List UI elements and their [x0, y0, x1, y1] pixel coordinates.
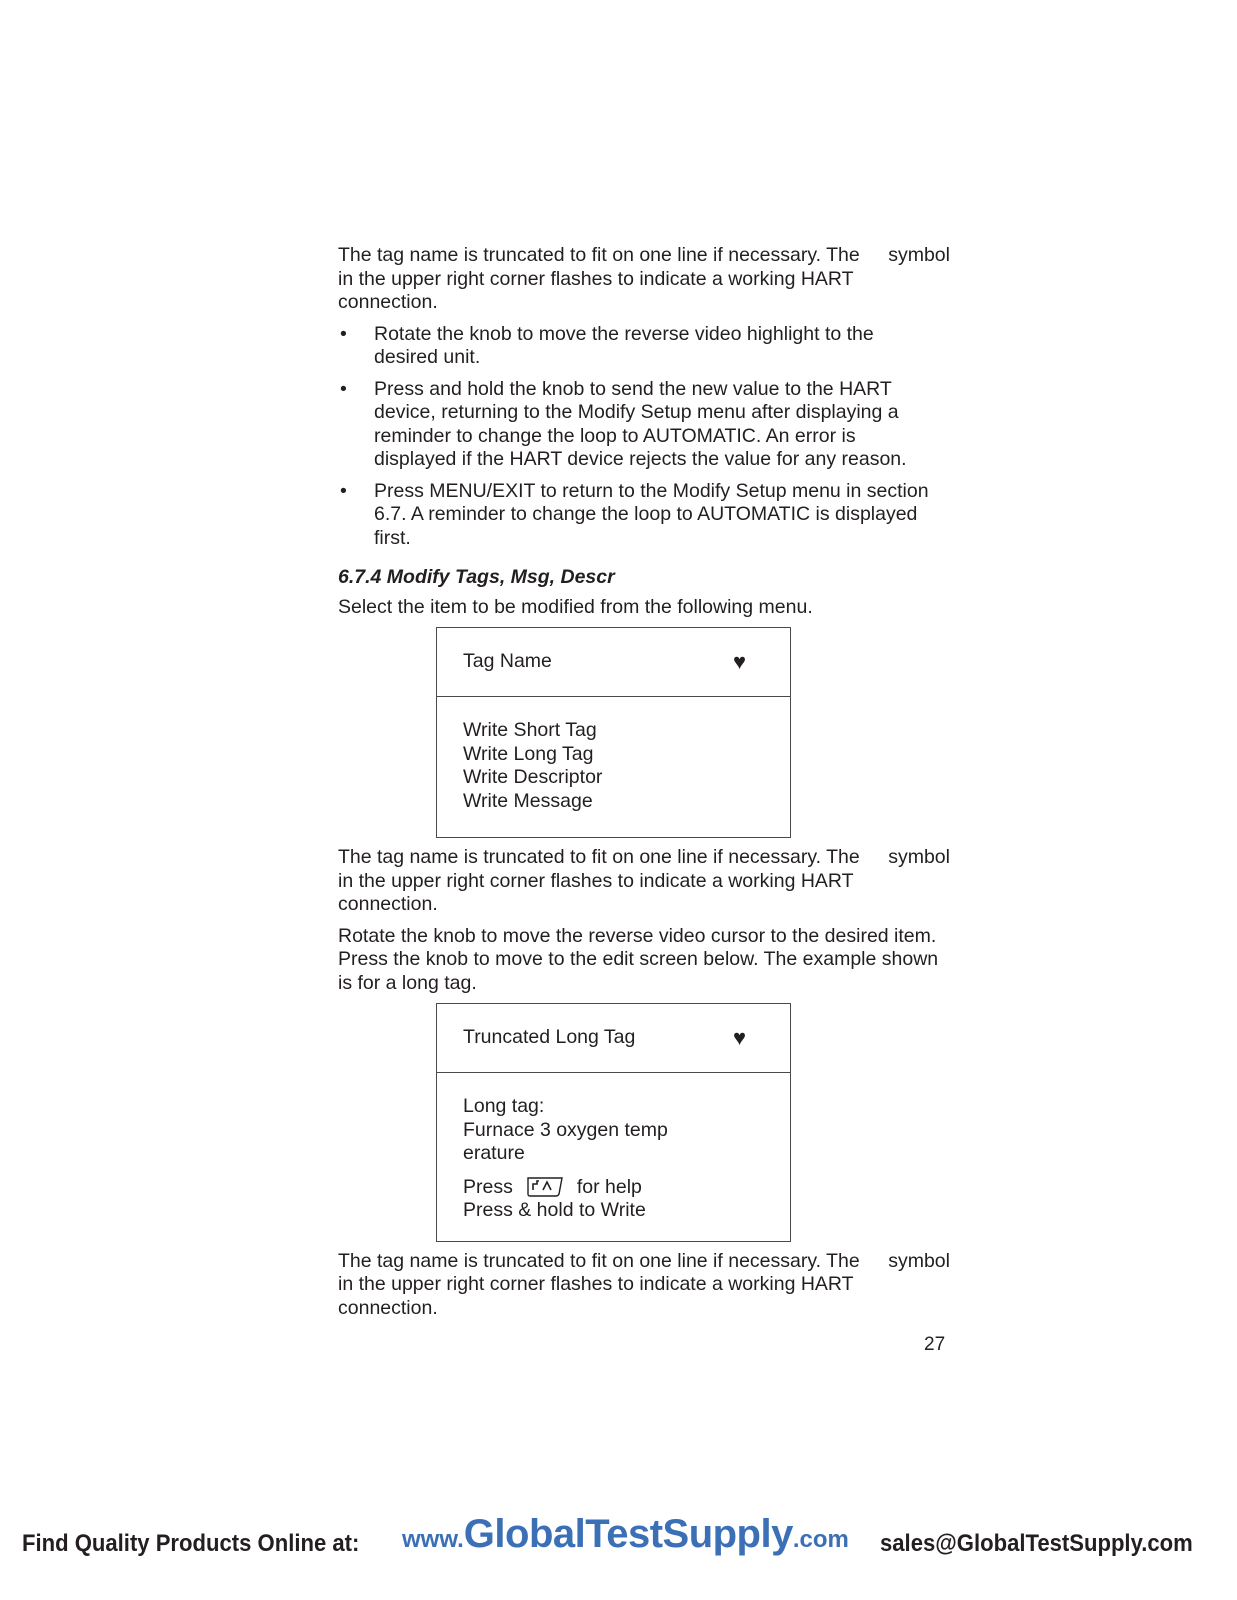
menu-screen-title: Tag Name	[463, 650, 552, 673]
long-tag-value-line1[interactable]: Furnace 3 oxygen temp	[463, 1118, 668, 1141]
edit-screen-title: Truncated Long Tag	[463, 1026, 636, 1049]
help-line	[463, 1176, 764, 1200]
select-paragraph: Select the item to be modified from the following menu.	[338, 595, 813, 618]
menu-screen-header	[437, 628, 790, 697]
list-item	[338, 480, 950, 551]
page-content	[338, 244, 950, 1328]
intro-line1: The tag name is truncated to fit on one line if necessary. The	[338, 244, 860, 266]
menu-item-write-long-tag[interactable]: Write Long Tag	[463, 742, 594, 765]
url-prefix: www.	[402, 1526, 464, 1553]
after-edit-line1: The tag name is truncated to fit on one line if necessary. The	[338, 1249, 860, 1272]
after-menu-rest: in the upper right corner flashes to indicate a working HART connection.	[338, 869, 854, 915]
footer-tagline: Find Quality Products Online at:	[22, 1530, 360, 1557]
edit-screen-body	[437, 1073, 790, 1241]
page-number: 27	[924, 1334, 946, 1355]
bullet-list	[338, 323, 950, 551]
url-suffix: .com	[792, 1526, 849, 1553]
menu-screen	[436, 627, 791, 838]
heart-icon: ♥	[732, 649, 746, 674]
intro-symbol-word: symbol	[888, 244, 950, 266]
rotate-paragraph: Rotate the knob to move the reverse video cursor to the desired item. Press the knob to move to the edit screen below. The example shown is for a long tag.	[338, 924, 939, 994]
intro-paragraph	[338, 244, 950, 315]
footer	[0, 1512, 1237, 1572]
menu-item-write-descriptor[interactable]: Write Descriptor	[463, 766, 603, 788]
long-tag-value-line2[interactable]: erature	[463, 1142, 525, 1164]
section-heading: 6.7.4 Modify Tags, Msg, Descr	[338, 566, 615, 588]
bullet-text: Press and hold the knob to send the new value to the HART device, returning to the Modify Setup menu after displaying a reminder to change the loop to AUTOMATIC. An error is displayed if the HART device rejects the value for any reason.	[374, 377, 907, 470]
press-label: Press	[463, 1175, 513, 1198]
help-key-icon	[525, 1176, 565, 1198]
bullet-marker: •	[340, 377, 347, 400]
after-edit-symbol-word: symbol	[888, 1249, 950, 1272]
intro-rest: in the upper right corner flashes to indicate a working HART connection.	[338, 267, 854, 313]
after-menu-symbol-word: symbol	[888, 846, 950, 868]
bullet-text: Rotate the knob to move the reverse video highlight to the desired unit.	[374, 322, 874, 368]
menu-item-write-message[interactable]: Write Message	[463, 789, 593, 812]
after-edit-rest: in the upper right corner flashes to indicate a working HART connection.	[338, 1273, 854, 1319]
edit-screen-header	[437, 1004, 790, 1073]
bullet-marker: •	[340, 479, 347, 502]
url-main: GlobalTestSupply	[463, 1512, 793, 1556]
after-edit-paragraph	[338, 1250, 950, 1321]
bullet-text: Press MENU/EXIT to return to the Modify Setup menu in section 6.7. A reminder to change the loop to AUTOMATIC is displayed first.	[374, 479, 929, 549]
after-menu-paragraph	[338, 846, 950, 917]
for-help-label: for help	[576, 1175, 642, 1198]
after-menu-line1: The tag name is truncated to fit on one line if necessary. The	[338, 846, 860, 868]
footer-website-link[interactable]	[402, 1512, 849, 1557]
bullet-marker: •	[340, 322, 347, 345]
edit-screen	[436, 1003, 791, 1242]
menu-screen-body	[437, 697, 790, 837]
footer-email-link[interactable]: sales@GlobalTestSupply.com	[880, 1530, 1193, 1557]
heart-icon: ♥	[732, 1025, 746, 1050]
list-item	[338, 323, 950, 370]
menu-item-write-short-tag[interactable]: Write Short Tag	[463, 719, 597, 741]
long-tag-label: Long tag:	[463, 1095, 545, 1117]
hold-write-label: Press & hold to Write	[463, 1199, 646, 1221]
list-item	[338, 378, 950, 472]
